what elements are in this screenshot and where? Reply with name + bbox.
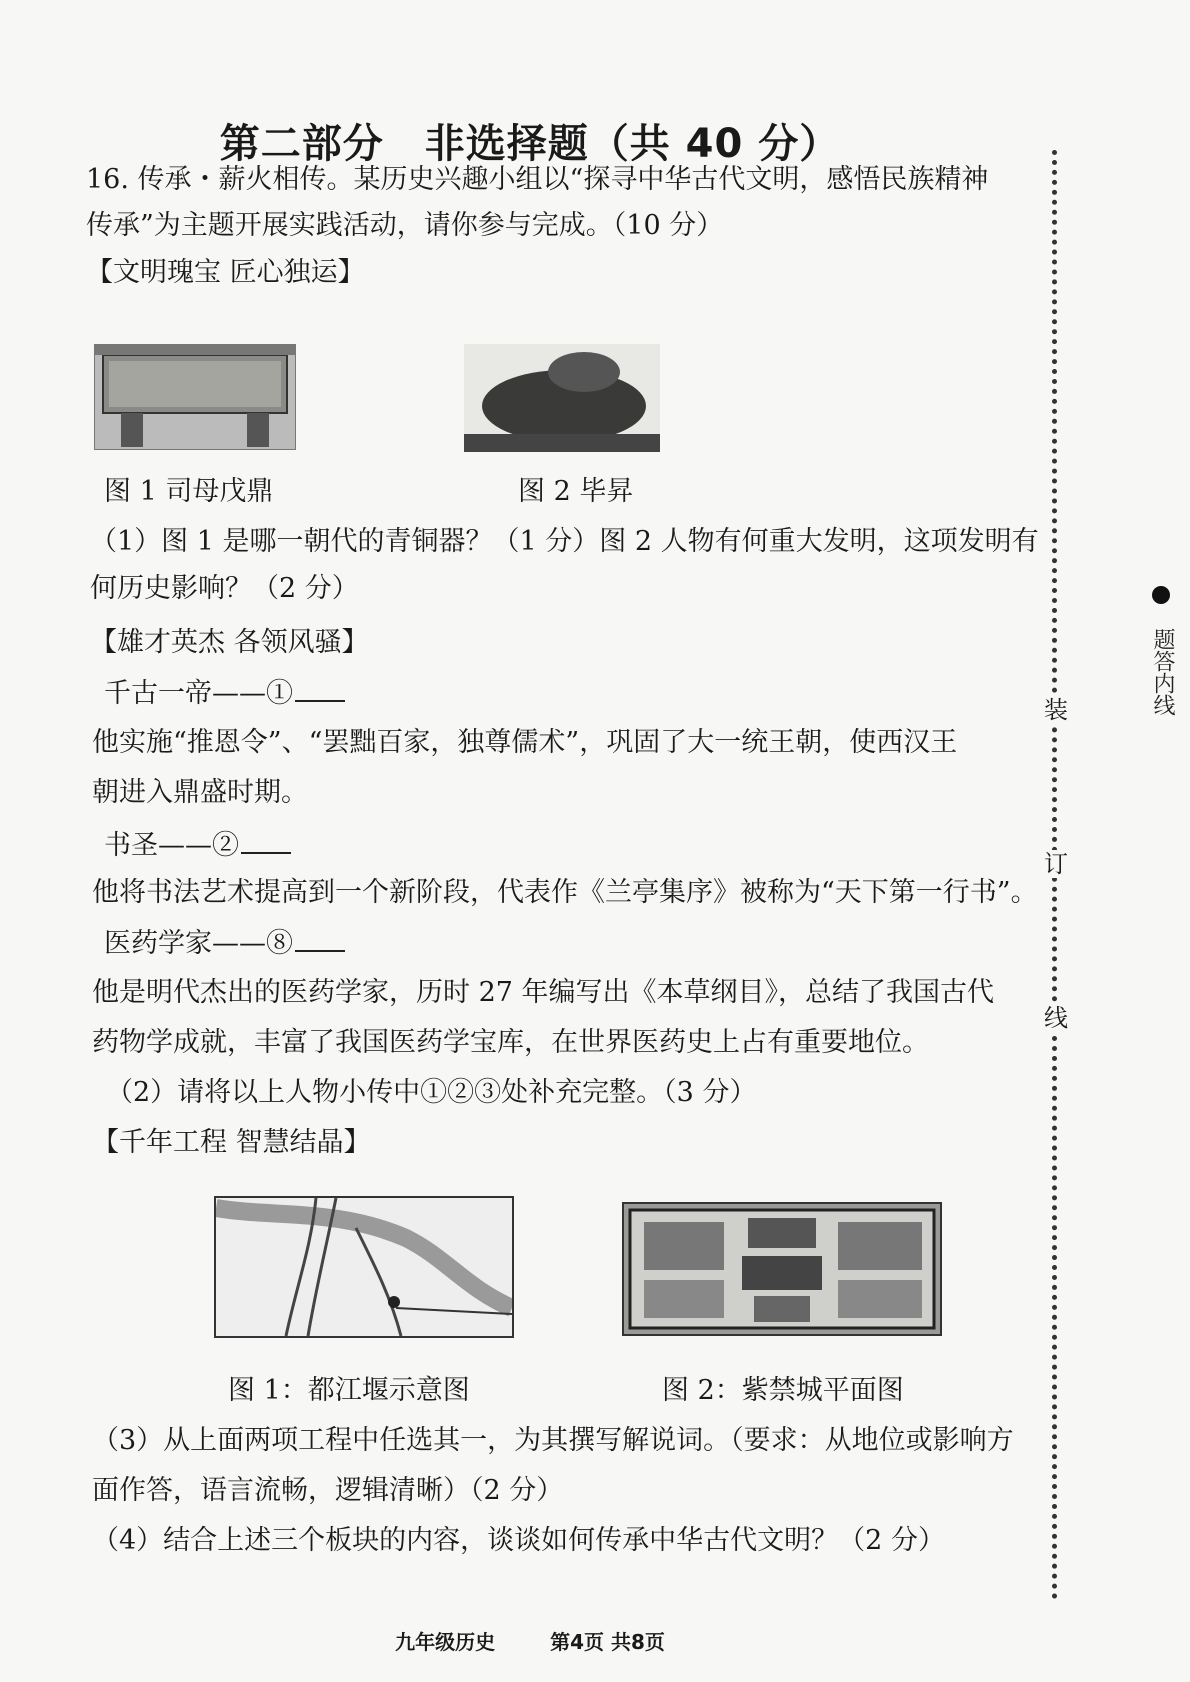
binding-label-ding: 订 xyxy=(1040,850,1072,878)
bi-sheng-statue-image xyxy=(464,344,660,452)
answer-blank-2[interactable] xyxy=(241,828,291,854)
question-4: （4）结合上述三个板块的内容，谈谈如何传承中华古代文明？（2 分） xyxy=(92,1525,945,1556)
footer-page-number: 第4页 共8页 xyxy=(550,1630,665,1654)
binding-label-zhuang: 装 xyxy=(1040,696,1072,724)
profile-2-line1: 他将书法艺术提高到一个新阶段，代表作《兰亭集序》被称为“天下第一行书”。 xyxy=(92,877,1038,908)
margin-dot-icon xyxy=(1152,586,1170,604)
section-heading-heroes: 【雄才英杰 各领风骚】 xyxy=(90,627,369,658)
profile-1-line2: 朝进入鼎盛时期。 xyxy=(92,777,308,808)
profile-1-line1: 他实施“推恩令”、“罢黜百家，独尊儒术”，巩固了大一统王朝，使西汉王 xyxy=(92,727,958,758)
section-heading-treasures: 【文明瑰宝 匠心独运】 xyxy=(86,257,365,288)
dujiangyan-map xyxy=(214,1196,514,1338)
footer-subject: 九年级历史 xyxy=(395,1630,496,1654)
question-intro-line2: 传承”为主题开展实践活动，请你参与完成。（10 分） xyxy=(86,210,724,241)
page-footer xyxy=(0,1626,1060,1655)
question-intro-line1: 16. 传承・薪火相传。某历史兴趣小组以“探寻中华古代文明，感悟民族精神 xyxy=(86,164,989,195)
answer-blank-1[interactable] xyxy=(295,676,345,702)
profile-2-title: 书圣——② xyxy=(104,828,291,863)
profile-3-title: 医药学家——⑧ xyxy=(104,926,345,961)
profile-3-line2: 药物学成就，丰富了我国医药学宝库，在世界医药史上占有重要地位。 xyxy=(92,1027,929,1058)
answer-blank-3[interactable] xyxy=(295,926,345,952)
forbidden-city-plan xyxy=(622,1202,942,1336)
question-1-line1: （1）图 1 是哪一朝代的青铜器？（1 分）图 2 人物有何重大发明，这项发明有 xyxy=(90,526,1039,557)
figure-caption-dujiangyan: 图 1：都江堰示意图 xyxy=(228,1375,470,1406)
simuwu-ding-image xyxy=(94,344,296,450)
figure-caption-bisheng: 图 2 毕昇 xyxy=(518,476,634,507)
figure-caption-ding: 图 1 司母戊鼎 xyxy=(104,476,274,507)
margin-note: 题答内线 xyxy=(1150,628,1175,716)
binding-label-xian: 线 xyxy=(1040,1004,1072,1032)
question-3-line1: （3）从上面两项工程中任选其一，为其撰写解说词。（要求：从地位或影响方 xyxy=(92,1425,1014,1456)
page-title: 第二部分 非选择题（共 40 分） xyxy=(219,121,841,167)
profile-1-title: 千古一帝——① xyxy=(104,676,345,711)
question-3-line2: 面作答，语言流畅，逻辑清晰）（2 分） xyxy=(92,1475,564,1506)
profile-3-line1: 他是明代杰出的医药学家，历时 27 年编写出《本草纲目》，总结了我国古代 xyxy=(92,977,995,1008)
question-2: （2）请将以上人物小传中①②③处补充完整。（3 分） xyxy=(106,1077,757,1108)
figure-caption-forbidden-city: 图 2：紫禁城平面图 xyxy=(662,1375,904,1406)
question-1-line2: 何历史影响？（2 分） xyxy=(90,573,359,604)
section-heading-projects: 【千年工程 智慧结晶】 xyxy=(92,1127,371,1158)
